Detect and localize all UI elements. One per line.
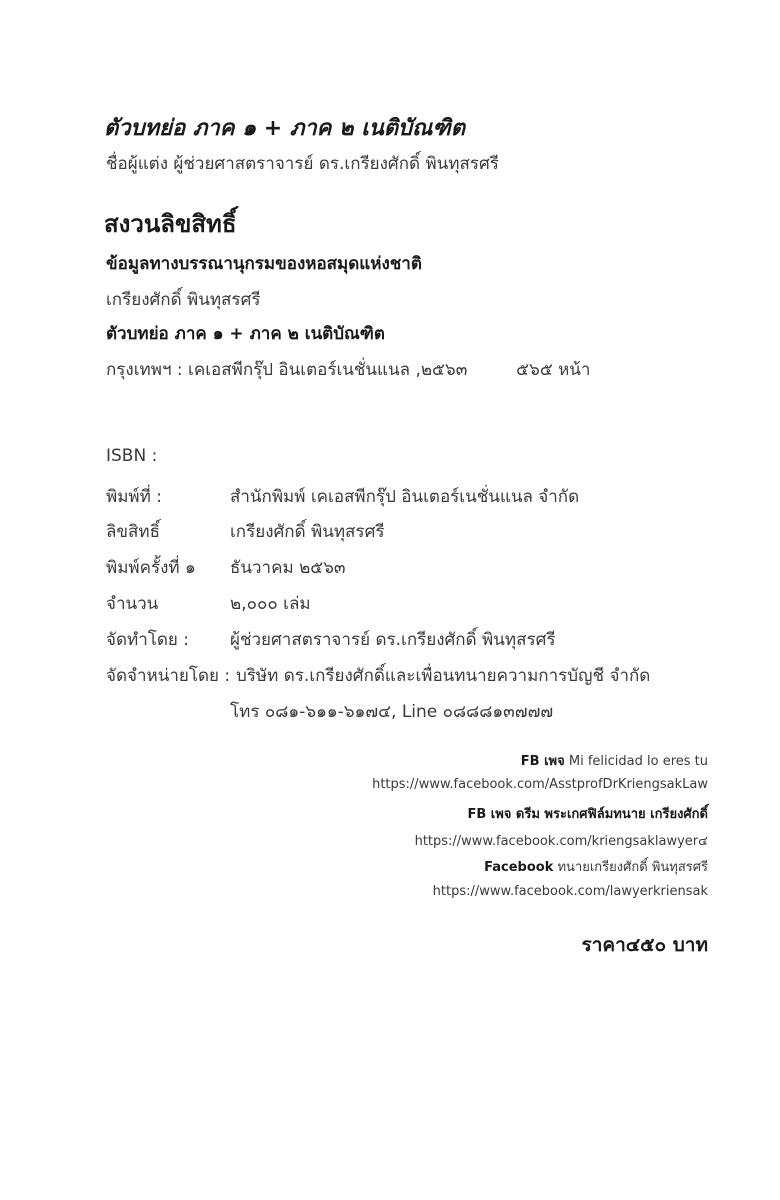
catalog-imprint <box>106 356 590 383</box>
fb-link-1[interactable]: https://www.facebook.com/AsstprofDrKriengsakLaw <box>372 777 708 792</box>
fb-link-2[interactable]: https://www.facebook.com/kriengsaklawyer๔ <box>414 834 708 849</box>
fb-label: Facebook <box>484 860 554 875</box>
fb-page-1 <box>521 750 708 771</box>
author-line: ชื่อผู้แต่ง ผู้ช่วยศาสตราจารย์ ดร.เกรียงศักดิ์ พินทุสรศรี <box>106 154 499 174</box>
copyright-heading: สงวนลิขสิทธิ์ <box>104 210 237 238</box>
detail-row-producer <box>106 626 556 653</box>
detail-value: บริษัท ดร.เกรียงศักดิ์และเพื่อนทนายความการบัญชี จำกัด <box>236 666 651 686</box>
detail-label: จำนวน <box>106 594 159 614</box>
isbn-label: ISBN : <box>106 446 158 466</box>
fb-page-name: ทนายเกรียงศักดิ์ พินทุสรศรี <box>557 860 708 875</box>
catalog-author: เกรียงศักดิ์ พินทุสรศรี <box>106 290 261 310</box>
detail-row-quantity <box>106 590 311 617</box>
detail-label: พิมพ์ที่ : <box>106 487 162 507</box>
detail-value: ธันวาคม ๒๕๖๓ <box>230 558 346 578</box>
contact-line: โทร ๐๘๑-๖๑๑-๖๑๗๔, Line ๐๘๘๘๑๓๗๗๗ <box>230 702 554 722</box>
detail-value: ผู้ช่วยศาสตราจารย์ ดร.เกรียงศักดิ์ พินทุสรศรี <box>230 630 556 650</box>
detail-row-printer <box>106 483 580 510</box>
detail-row-copyright <box>106 518 385 545</box>
detail-label: จัดทำโดย : <box>106 630 190 650</box>
fb-label: FB เพจ <box>520 754 565 769</box>
price: ราคา๔๕๐ บาท <box>581 934 708 956</box>
fb-link-3[interactable]: https://www.facebook.com/lawyerkriensak <box>432 884 708 899</box>
book-title: ตัวบทย่อ ภาค ๑ + ภาค ๒ เนติบัณฑิต <box>104 116 465 141</box>
page-count: ๕๖๕ หน้า <box>516 360 591 380</box>
catalog-title: ตัวบทย่อ ภาค ๑ + ภาค ๒ เนติบัณฑิต <box>106 324 385 344</box>
fb-page-name: Mi felicidad lo eres tu <box>568 754 708 769</box>
fb-page-3 <box>484 856 708 877</box>
detail-row-distributor <box>106 662 651 689</box>
fb-label: FB เพจ ดรีม พระเกศฟิล์มทนาย เกรียงศักดิ์ <box>467 807 708 822</box>
detail-value: สำนักพิมพ์ เคเอสพีกรุ๊ป อินเตอร์เนชั่นแนล จำกัด <box>230 487 580 507</box>
detail-value: เกรียงศักดิ์ พินทุสรศรี <box>230 522 385 542</box>
catalog-heading: ข้อมูลทางบรรณานุกรมของหอสมุดแห่งชาติ <box>106 254 422 274</box>
imprint-text: กรุงเทพฯ : เคเอสพีกรุ๊ป อินเตอร์เนชั่นแนล ,๒๕๖๓ <box>106 360 468 380</box>
detail-value: ๒,๐๐๐ เล่ม <box>230 594 311 614</box>
detail-label: ลิขสิทธิ์ <box>106 522 160 542</box>
detail-label: จัดจำหน่ายโดย : <box>106 666 231 686</box>
fb-page-2 <box>467 803 708 824</box>
detail-label: พิมพ์ครั้งที่ ๑ <box>106 558 196 578</box>
detail-row-edition <box>106 554 346 581</box>
